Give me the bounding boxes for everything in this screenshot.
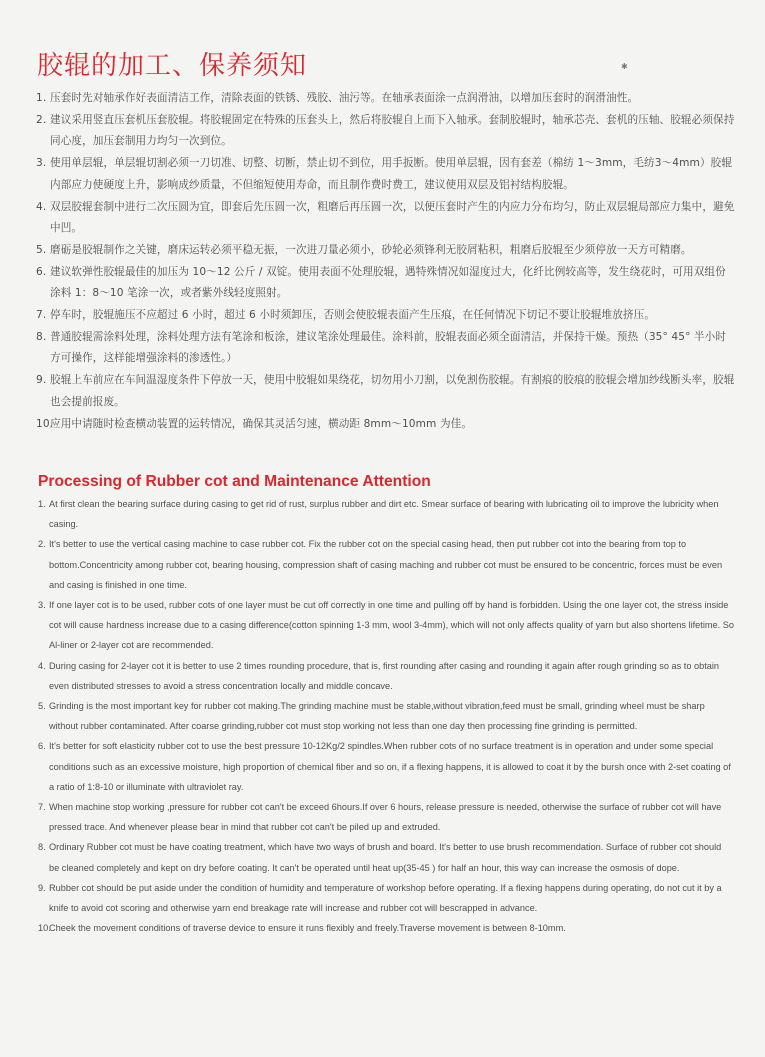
list-item (36, 262, 736, 305)
item-text: 胶辊上车前应在车间温湿度条件下停放一天，使用中胶辊如果绕花，切勿用小刀割，以免割伤胶辊。有割痕的胶痕的胶辊会增加纱线断头率，胶辊也会提前报废。 (50, 374, 735, 408)
item-number: 10. (36, 417, 54, 430)
list-item (38, 837, 734, 877)
english-instructions-list (38, 494, 734, 938)
list-item (38, 696, 734, 736)
item-number: 1. (36, 92, 47, 104)
list-item (38, 878, 734, 918)
list-item (36, 240, 736, 262)
item-number: 5. (38, 701, 46, 712)
list-item (36, 88, 736, 110)
item-number: 8. (36, 330, 47, 343)
english-title: Processing of Rubber cot and Maintenance Attention (38, 473, 431, 490)
list-item (36, 370, 736, 413)
list-item (36, 327, 736, 370)
item-text: Grinding is the most important key for rubber cot making.The grinding machine must be stable,without vibration,feed must be small, grinding wheel must be sharp without rubber contaminated. After coarse grinding,rubber cot must stop working not less than one day then processing fine grinding is permitted. (49, 701, 705, 732)
item-text: When machine stop working ,pressure for rubber cot can't be exceed 6hours.If over 6 hours, release pressure is needed, otherwise the surface of rubber cot will have pressed trace. And whenever please bear in mind that rubber cot can't be piled up and extruded. (49, 802, 722, 833)
item-text: Rubber cot should be put aside under the condition of humidity and temperature of workshop before operating. If a flexing happens during operating, do not cut it by a knife to avoid cot scoring and otherwise yarn end breakage rate will increase and rubber cot will bescrapped in advance. (49, 882, 722, 914)
item-text: 建议软弹性胶辊最佳的加压为 10～12 公斤 / 双锭。使用表面不处理胶辊，遇特殊情况如湿度过大，化纤比例较高等，发生绕花时，可用双组份涂料 1：8～10 笔涂一次，或者紫外线轻度照射。 (50, 265, 726, 300)
list-item (36, 414, 736, 436)
item-number: 5. (36, 243, 47, 256)
list-item (38, 595, 734, 656)
item-number: 3. (36, 157, 47, 170)
item-text: It's better for soft elasticity rubber cot to use the best pressure 10-12Kg/2 spindles.When rubber cots of no surface treatment is in operation and under some special conditions such as an excessive moisture, high proportion of chemical fiber and so on, if a flexing happens, it is allowed to coat it by the bursh once with 2-set coating of a ratio of 1:8-10 or illuminate with ultraviolet ray. (49, 741, 731, 792)
item-text: 建议采用竖直压套机压套胶辊。将胶辊固定在特殊的压套头上，然后将胶辊自上而下入轴承。套制胶辊时，轴承芯壳、套机的压轴、胶辊必须保持同心度，加压套制用力均匀一次到位。 (50, 113, 735, 148)
item-number: 7. (36, 309, 47, 322)
item-number: 1. (38, 499, 46, 509)
list-item (38, 736, 734, 797)
item-number: 6. (38, 741, 46, 752)
item-number: 8. (38, 842, 46, 853)
item-text: It's better to use the vertical casing machine to case rubber cot. Fix the rubber cot on the special casing head, then put rubber cot into the bearing from top to bottom.Concentricity among rubber cot, bearing housing, compression shaft of casing maching and rubber cot must be ensured to be concentric, forces must be even and casing is finished in one time. (49, 539, 723, 590)
list-item (36, 153, 736, 196)
item-text: At first clean the bearing surface during casing to get rid of rust, surplus rubber and dirt etc. Smear surface of bearing with lubricating oil to improve the lubricity when casing. (49, 499, 719, 530)
list-item (38, 918, 734, 938)
item-number: 3. (38, 600, 46, 611)
item-number: 9. (38, 882, 46, 893)
list-item (38, 534, 734, 595)
item-number: 9. (36, 374, 47, 387)
item-number: 4. (36, 200, 47, 213)
item-number: 7. (38, 802, 46, 813)
list-item (38, 797, 734, 837)
item-text: 停车时，胶辊施压不应超过 6 小时，超过 6 小时须卸压，否则会使胶辊表面产生压痕，在任何情况下切记不要让胶辊堆放挤压。 (50, 309, 656, 322)
star-mark-icon: ✱ (621, 62, 628, 71)
list-item (38, 656, 734, 696)
item-text: 压套时先对轴承作好表面清洁工作，清除表面的铁锈、残胶、油污等。在轴承表面涂一点润滑油，以增加压套时的润滑油性。 (50, 92, 639, 104)
item-text: 双层胶辊套制中进行二次压圆为宜，即套后先压圆一次，粗磨后再压圆一次，以便压套时产生的内应力分布均匀，防止双层辊局部应力集中，避免中凹。 (50, 200, 735, 235)
list-item (36, 110, 736, 153)
item-text: 普通胶辊需涂料处理，涂料处理方法有笔涂和板涂，建议笔涂处理最佳。涂料前，胶辊表面必须全面清洁，并保持干燥。预热（35° 45° 半小时方可操作，这样能增强涂料的渗透性。） (50, 330, 727, 365)
item-text: During casing for 2-layer cot it is better to use 2 times rounding procedure, that is, first rounding after casing and rounding it again after rough grinding so as to obtain even distributed stresses to avoid a stress concentration locally and middle concave. (49, 660, 720, 691)
chinese-title: 胶辊的加工、保养须知 (37, 51, 308, 81)
item-number: 10. (38, 923, 51, 934)
item-text: 使用单层辊，单层辊切割必须一刀切准、切整、切断，禁止切不到位，用手扳断。使用单层辊，因有套差（棉纺 1～3mm，毛纺3～4mm）胶辊内部应力使硬度上升，影响成纱质量，不但缩短使用寿命，而且制作费时费工，建议使用双层及铝衬结构胶辊。 (50, 157, 733, 191)
item-number: 4. (38, 660, 46, 671)
list-item (36, 197, 736, 240)
chinese-instructions-list (36, 88, 736, 435)
item-text: If one layer cot is to be used, rubber cots of one layer must be cut off correctly in one time and pulling off by hand is forbidden. Using the one layer cot, the stress inside cot will cause hardness increase due to a casing difference(cotton spinning 1-3 mm, wool 3-4mm), which will not only affects quality of yarn but also shortens lifetime. So Al-liner or 2-layer cot are recommended. (49, 600, 734, 651)
item-text: 磨砺是胶辊制作之关键，磨床运转必须平稳无振，一次进刀量必须小，砂轮必须锋利无胶屑粘积，粗磨后胶辊至少须停放一天方可精磨。 (50, 243, 692, 256)
list-item (36, 305, 736, 327)
item-text: Ordinary Rubber cot must be have coating treatment, which have two ways of brush and board. It's better to use brush recommendation. Surface of rubber cot should be cleaned completely and kept on dry before coating. It can't be operated until heat up(35-45 ) for half an hour, this way can increase the osmosis of dope. (49, 842, 722, 873)
item-number: 6. (36, 265, 47, 278)
item-number: 2. (38, 539, 46, 550)
item-number: 2. (36, 113, 47, 126)
item-text: Cheek the movement conditions of traverse device to ensure it runs flexibly and freely.Traverse movement is between 8-10mm. (49, 923, 566, 934)
item-text: 应用中请随时检查横动装置的运转情况，确保其灵活匀速，横动距 8mm～10mm 为佳。 (50, 417, 473, 430)
list-item (38, 494, 734, 534)
